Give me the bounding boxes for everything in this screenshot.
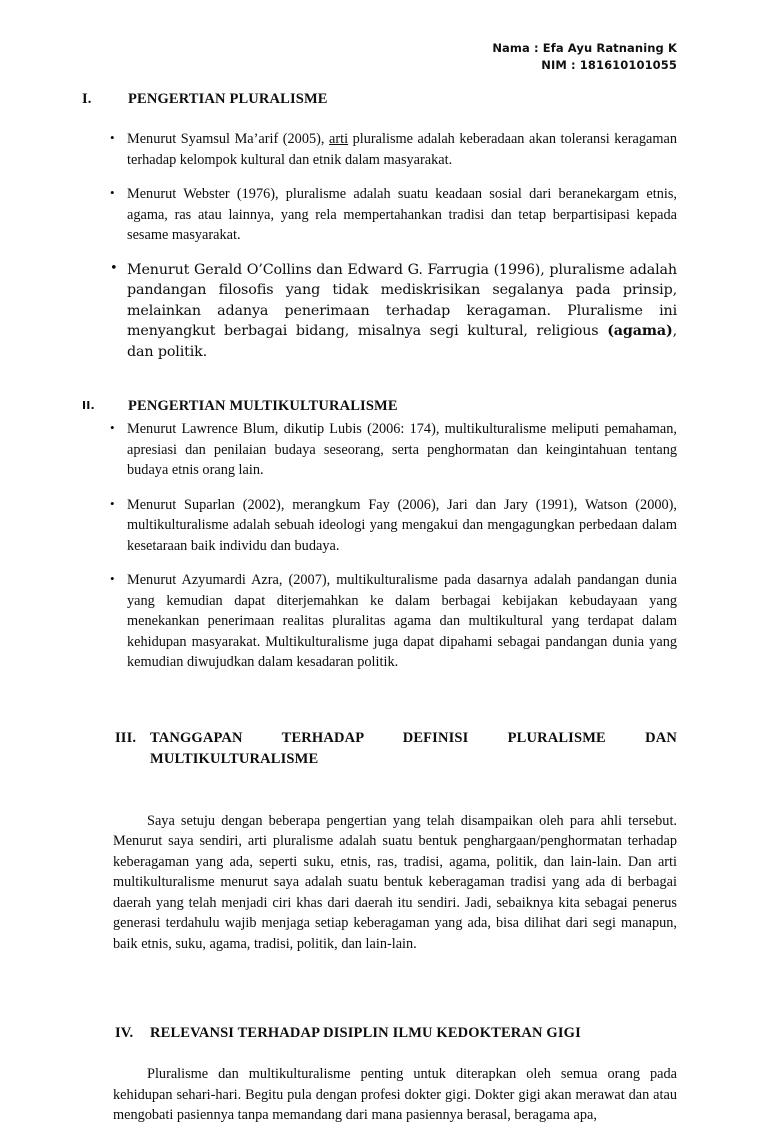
section-heading-2 xyxy=(82,396,677,416)
section-marker-1: I. xyxy=(82,91,92,107)
section-heading-1 xyxy=(82,89,677,109)
bullet-text-post: , dan politik. xyxy=(127,323,677,360)
section-heading-4 xyxy=(115,1023,677,1044)
section-marker-3: III. xyxy=(115,729,137,746)
list-item xyxy=(127,419,677,481)
section-title-4: RELEVANSI TERHADAP DISIPLIN ILMU KEDOKTERAN GIGI xyxy=(150,1025,581,1041)
bullet-text-post: pluralisme adalah keberadaan akan toleransi keragaman terhadap kelompok kultural dan etnik dalam masyarakat. xyxy=(127,131,677,168)
student-name-line: Nama : Efa Ayu Ratnaning K xyxy=(492,41,677,55)
bullet-text-pre: Menurut Syamsul Ma’arif (2005), xyxy=(127,131,330,147)
section-title-3: TANGGAPAN TERHADAP DEFINISI PLURALISME DAN MULTIKULTURALISME xyxy=(150,729,677,767)
list-item xyxy=(127,495,677,557)
student-nim-line: NIM : 181610101055 xyxy=(541,58,677,72)
bullet-text-bold: (agama) xyxy=(607,323,673,339)
section-1-bullet-list xyxy=(0,129,768,362)
section-heading-3 xyxy=(115,728,677,791)
list-item xyxy=(127,260,677,363)
section-4-paragraph: Pluralisme dan multikulturalisme penting untuk diterapkan oleh semua orang pada kehidupan sehari-hari. Begitu pula dengan profesi dokter gigi. Dokter gigi akan merawat dan atau mengobati pasiennya tanpa memandang dari mana pasiennya berasal, beragama apa, xyxy=(113,1066,677,1123)
section-2-bullet-list xyxy=(0,419,768,673)
bullet-text-underlined: arti xyxy=(329,131,349,147)
section-title-1: PENGERTIAN PLURALISME xyxy=(128,91,328,107)
list-item xyxy=(127,184,677,246)
section-3-paragraph: Saya setuju dengan beberapa pengertian yang telah disampaikan oleh para ahli tersebut. Menurut saya sendiri, arti pluralisme adalah suatu bentuk penghargaan/penghormatan terhadap keberagaman yang ada, seperti suku, etnis, ras, tradisi, agama, politik, dan lain-lain. Dan arti multikulturalisme menurut saya adalah suatu bentuk keberagaman tradisi yang ada di berbagai daerah yang telah menjadi ciri khas dari daerah itu sendiri. Jadi, sebaiknya kita sebagai penerus generasi terdahulu wajib menjaga setiap keberagaman yang ada, bisa dilihat dari segi manapun, baik etnis, suku, agama, tradisi, politik, dan lain-lain. xyxy=(113,812,677,952)
list-item xyxy=(127,570,677,673)
bullet-text: Menurut Lawrence Blum, dikutip Lubis (2006: 174), multikulturalisme meliputi pemahaman, apresiasi dan penilaian budaya seseorang, serta penghormatan dan keingintahuan tentang budaya etnis orang lain. xyxy=(127,421,677,478)
section-title-2: PENGERTIAN MULTIKULTURALISME xyxy=(128,398,398,414)
section-marker-2: II. xyxy=(82,399,95,412)
bullet-text-pre: Menurut Gerald O’Collins dan Edward G. Farrugia (1996), pluralisme adalah pandangan filosofis yang tidak mediskrisikan segalanya pada prinsip, melainkan adanya penerimaan terhadap keragaman. Pluralisme ini menyangkut berbagai bidang, misalnya segi kultural, religious xyxy=(127,261,677,339)
section-marker-4: IV. xyxy=(115,1025,134,1041)
bullet-text: Menurut Webster (1976), pluralisme adalah suatu keadaan sosial dari beranekargam etnis, agama, ras atau lainnya, yang rela mempertahankan tradisi dan tetap berpartisipasi kepada sesame masyarakat. xyxy=(127,186,677,243)
bullet-text: Menurut Azyumardi Azra, (2007), multikulturalisme pada dasarnya adalah pandangan dunia yang kemudian dapat diterjemahkan ke dalam berbagai kebijakan kebudayaan yang menekankan penerimaan realitas pluralitas agama dan multikultural yang terdapat dalam kehidupan masyarakat. Multikulturalisme juga dapat dipahami sebagai pandangan dunia yang kemudian diwujudkan dalam kesadaran politik. xyxy=(127,572,677,670)
list-item xyxy=(127,129,677,170)
bullet-text: Menurut Suparlan (2002), merangkum Fay (2006), Jari dan Jary (1991), Watson (2000), multikulturalisme adalah sebuah ideologi yang mengakui dan mengagungkan perbedaan dalam kesetaraan baik individu dan budaya. xyxy=(127,496,677,554)
